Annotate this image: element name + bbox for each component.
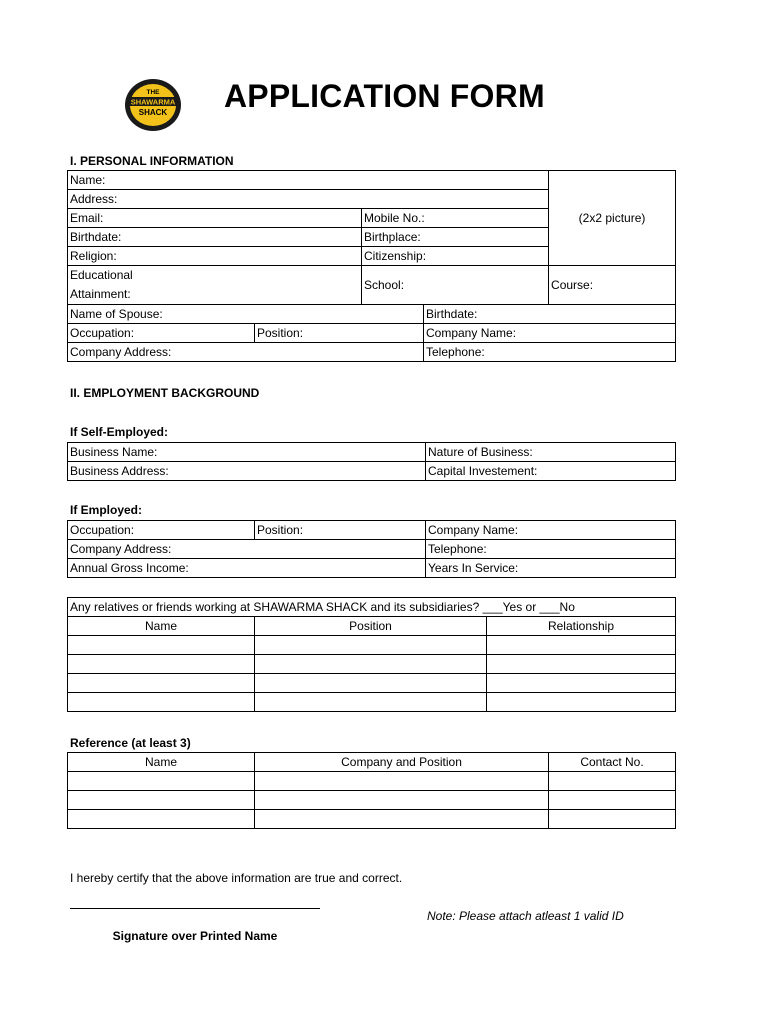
relative-name-cell[interactable]	[68, 674, 255, 693]
mobile-field[interactable]: Mobile No.:	[362, 209, 549, 228]
relatives-question[interactable]: Any relatives or friends working at SHAWARMA SHACK and its subsidiaries? ___Yes or ___No	[68, 598, 676, 617]
relative-position-cell[interactable]	[255, 655, 487, 674]
years-in-service-field[interactable]: Years In Service:	[426, 559, 676, 578]
personal-info-heading: I. PERSONAL INFORMATION	[70, 154, 234, 168]
certification-text: I hereby certify that the above information are true and correct.	[70, 871, 403, 885]
employment-heading: II. EMPLOYMENT BACKGROUND	[70, 386, 260, 400]
nature-of-business-field[interactable]: Nature of Business:	[426, 443, 676, 462]
table-row	[68, 772, 676, 791]
reference-contact-cell[interactable]	[549, 791, 676, 810]
relative-relationship-cell[interactable]	[487, 655, 676, 674]
reference-company-cell[interactable]	[255, 791, 549, 810]
business-address-field[interactable]: Business Address:	[68, 462, 426, 481]
educ-label-2: Attainment:	[70, 287, 131, 301]
reference-heading: Reference (at least 3)	[70, 736, 191, 750]
employed-table	[67, 520, 676, 578]
employed-heading: If Employed:	[70, 503, 143, 517]
signature-line[interactable]	[70, 908, 320, 909]
reference-table	[67, 752, 676, 829]
photo-placeholder[interactable]: (2x2 picture)	[549, 171, 676, 266]
address-field[interactable]: Address:	[68, 190, 549, 209]
table-row	[68, 810, 676, 829]
emp-occupation-field[interactable]: Occupation:	[68, 521, 255, 540]
school-field[interactable]: School:	[362, 266, 549, 305]
business-name-field[interactable]: Business Name:	[68, 443, 426, 462]
shawarma-shack-logo	[124, 78, 182, 132]
name-field[interactable]: Name:	[68, 171, 549, 190]
table-row	[68, 693, 676, 712]
relative-position-cell[interactable]	[255, 693, 487, 712]
telephone-field[interactable]: Telephone:	[424, 343, 676, 362]
capital-investment-field[interactable]: Capital Investement:	[426, 462, 676, 481]
relatives-col-position: Position	[255, 617, 487, 636]
educ-label-1: Educational	[70, 268, 133, 282]
relative-name-cell[interactable]	[68, 655, 255, 674]
relative-relationship-cell[interactable]	[487, 693, 676, 712]
reference-contact-cell[interactable]	[549, 772, 676, 791]
emp-company-name-field[interactable]: Company Name:	[426, 521, 676, 540]
reference-company-cell[interactable]	[255, 810, 549, 829]
relative-position-cell[interactable]	[255, 674, 487, 693]
table-row	[68, 674, 676, 693]
emp-position-field[interactable]: Position:	[255, 521, 426, 540]
relative-name-cell[interactable]	[68, 693, 255, 712]
relatives-col-name: Name	[68, 617, 255, 636]
relatives-col-relationship: Relationship	[487, 617, 676, 636]
company-name-field[interactable]: Company Name:	[424, 324, 676, 343]
emp-company-address-field[interactable]: Company Address:	[68, 540, 426, 559]
reference-col-contact: Contact No.	[549, 753, 676, 772]
reference-col-name: Name	[68, 753, 255, 772]
spouse-birthdate-field[interactable]: Birthdate:	[424, 305, 676, 324]
position-field[interactable]: Position:	[255, 324, 424, 343]
self-employed-heading: If Self-Employed:	[70, 425, 169, 439]
relatives-table	[67, 597, 676, 712]
personal-info-table	[67, 170, 676, 362]
spouse-name-field[interactable]: Name of Spouse:	[68, 305, 424, 324]
signature-label: Signature over Printed Name	[112, 929, 278, 943]
relative-relationship-cell[interactable]	[487, 636, 676, 655]
self-employed-table	[67, 442, 676, 481]
reference-col-company: Company and Position	[255, 753, 549, 772]
logo-line3: SHACK	[138, 108, 168, 117]
reference-name-cell[interactable]	[68, 791, 255, 810]
birthplace-field[interactable]: Birthplace:	[362, 228, 549, 247]
course-field[interactable]: Course:	[549, 266, 676, 305]
occupation-field[interactable]: Occupation:	[68, 324, 255, 343]
logo-line1: THE	[146, 89, 160, 96]
emp-telephone-field[interactable]: Telephone:	[426, 540, 676, 559]
email-field[interactable]: Email:	[68, 209, 362, 228]
valid-id-note: Note: Please attach atleast 1 valid ID	[427, 909, 624, 923]
citizenship-field[interactable]: Citizenship:	[362, 247, 549, 266]
table-row	[68, 636, 676, 655]
relative-name-cell[interactable]	[68, 636, 255, 655]
table-row	[68, 791, 676, 810]
birthdate-field[interactable]: Birthdate:	[68, 228, 362, 247]
reference-name-cell[interactable]	[68, 810, 255, 829]
table-row	[68, 655, 676, 674]
company-address-field[interactable]: Company Address:	[68, 343, 424, 362]
religion-field[interactable]: Religion:	[68, 247, 362, 266]
annual-income-field[interactable]: Annual Gross Income:	[68, 559, 426, 578]
reference-name-cell[interactable]	[68, 772, 255, 791]
reference-contact-cell[interactable]	[549, 810, 676, 829]
relative-position-cell[interactable]	[255, 636, 487, 655]
relative-relationship-cell[interactable]	[487, 674, 676, 693]
logo-line2: SHAWARMA	[130, 97, 176, 107]
page-title: APPLICATION FORM	[224, 78, 545, 114]
educational-attainment-field[interactable]	[68, 266, 362, 305]
reference-company-cell[interactable]	[255, 772, 549, 791]
